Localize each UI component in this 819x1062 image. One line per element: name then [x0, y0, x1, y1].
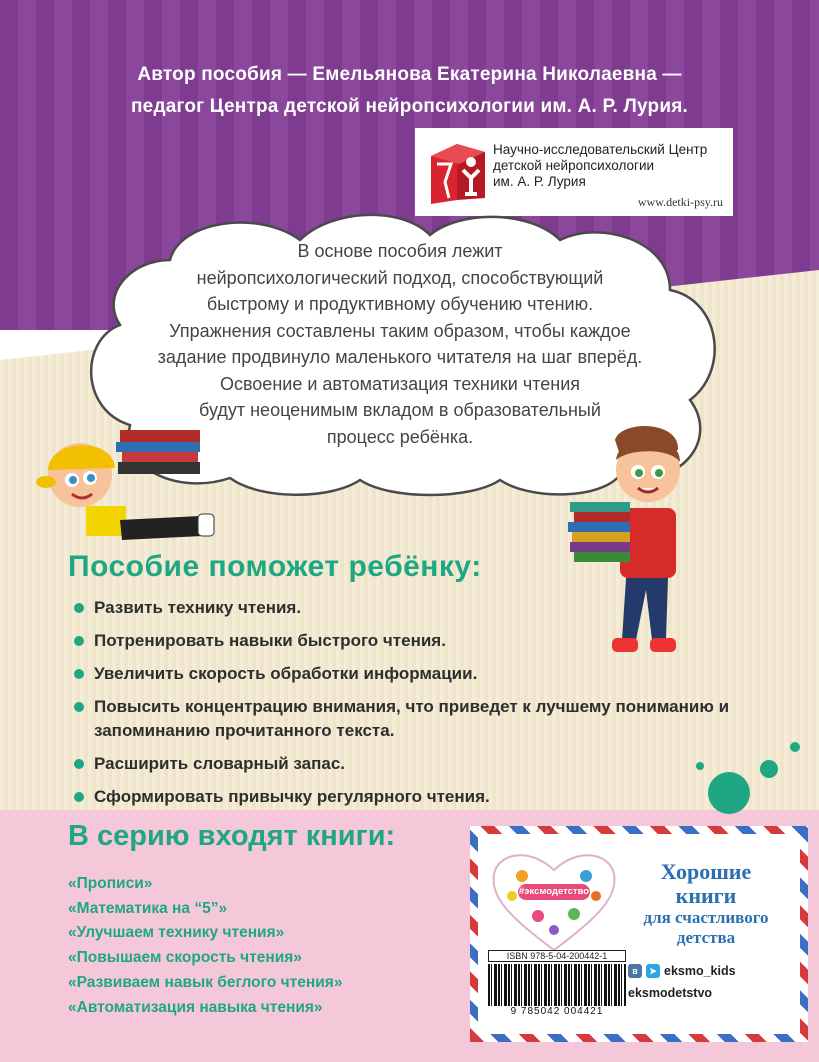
social-handle-detstvo: eksmodetstvo — [628, 986, 713, 1000]
bullet-icon — [74, 702, 84, 712]
list-item: Повысить концентрацию внимания, что приведет к лучшему пониманию и запоминанию прочитанного текста. — [74, 695, 734, 743]
list-item: «Улучшаем технику чтения» — [68, 924, 285, 942]
list-item: «Развиваем навык беглого чтения» — [68, 973, 343, 991]
logo-text: Научно-исследовательский Центр детской нейропсихологии им. А. Р. Лурия — [493, 142, 708, 189]
dot-tiny — [696, 762, 704, 770]
list-item: «Математика на “5”» — [68, 899, 228, 917]
list-item: Увеличить скорость обработки информации. — [74, 662, 734, 686]
heart-tag: #эксмодетство — [518, 886, 590, 897]
list-item: Развить технику чтения. — [74, 596, 734, 620]
postcard-block — [470, 826, 808, 1042]
slogan: Хорошие книги для счастливого детства — [643, 859, 769, 947]
bullet-icon — [74, 636, 84, 646]
cloud-text: В основе пособия лежит нейропсихологический подход, способствующий быстрому и продуктивному обучению чтению. Упражнения составлены таким образом, чтобы каждое задание продвинуло маленького читателя на шаг вперёд. Освоение и автоматизация техники чтения будут неоценимым вкладом в образовательный процесс ребёнка. — [157, 241, 643, 447]
list-item: «Автоматизация навыка чтения» — [68, 998, 323, 1016]
logo-url: www.detki-psy.ru — [637, 195, 723, 209]
help-title: Пособие поможет ребёнку: — [68, 550, 482, 583]
bullet-icon — [74, 759, 84, 769]
barcode-icon — [488, 964, 626, 1006]
list-item: Сформировать привычку регулярного чтения. — [74, 785, 734, 809]
list-item: Потренировать навыки быстрого чтения. — [74, 629, 734, 653]
dot-medium — [760, 760, 778, 778]
bullet-icon — [74, 603, 84, 613]
series-title: В серию входят книги: — [68, 820, 396, 852]
boy-with-books-illustration-left — [30, 420, 220, 550]
dot-large — [708, 772, 750, 814]
telegram-icon: ➤ — [646, 964, 660, 978]
luria-logo-icon — [427, 138, 489, 206]
isbn-barcode: ISBN 978-5-04-200442-1 9 785042 004421 — [488, 950, 626, 1022]
bullet-icon — [74, 669, 84, 679]
vk-icon: в — [628, 964, 642, 978]
dot-small — [790, 742, 800, 752]
author-line-1: Автор пособия — Емельянова Екатерина Николаевна — — [137, 64, 682, 85]
series-list — [68, 872, 342, 1020]
bullet-icon — [74, 792, 84, 802]
benefits-list — [74, 596, 734, 818]
list-item: «Повышаем скорость чтения» — [68, 949, 302, 967]
social-links — [628, 964, 736, 1008]
list-item: Расширить словарный запас. — [74, 752, 734, 776]
author-line-2: педагог Центра детской нейропсихологии им. А. Р. Лурия. — [131, 96, 688, 117]
heart-icon — [488, 846, 620, 954]
social-handle-kids: eksmo_kids — [664, 964, 736, 978]
list-item: «Прописи» — [68, 875, 153, 892]
